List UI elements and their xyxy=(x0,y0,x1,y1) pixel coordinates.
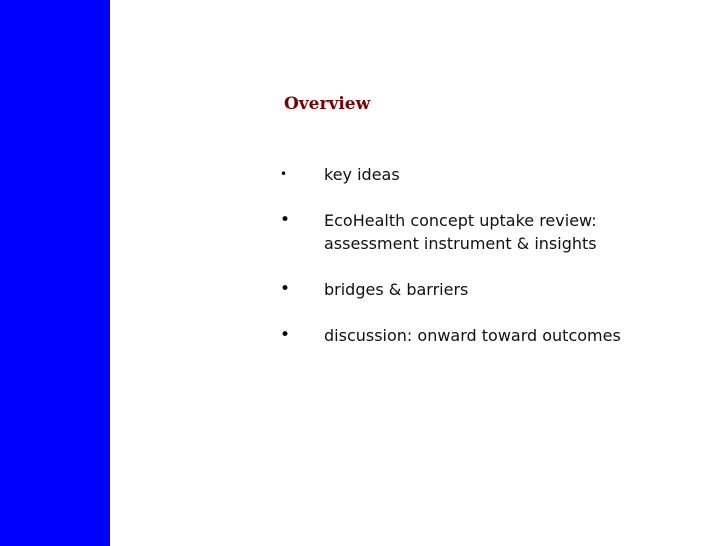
bullet-text: bridges & barriers xyxy=(324,280,469,299)
bullet-point-icon: • xyxy=(280,210,291,230)
bullet-text: EcoHealth concept uptake review: xyxy=(324,211,597,230)
bullet-point-icon: • xyxy=(280,325,291,345)
bullet-list xyxy=(280,163,720,370)
bullet-item-key-ideas xyxy=(280,163,720,186)
bullet-item-discussion xyxy=(280,324,720,347)
bullet-text: discussion: onward toward outcomes xyxy=(324,326,621,345)
blue-sidebar xyxy=(0,0,110,546)
bullet-item-ecohealth-review xyxy=(280,209,720,255)
bullet-text: key ideas xyxy=(324,165,400,184)
bullet-text: assessment instrument & insights xyxy=(324,234,597,253)
bullet-point-icon: • xyxy=(280,279,291,299)
bullet-point-icon: • xyxy=(280,167,288,181)
slide-title: Overview xyxy=(284,94,371,114)
bullet-item-bridges-barriers xyxy=(280,278,720,301)
